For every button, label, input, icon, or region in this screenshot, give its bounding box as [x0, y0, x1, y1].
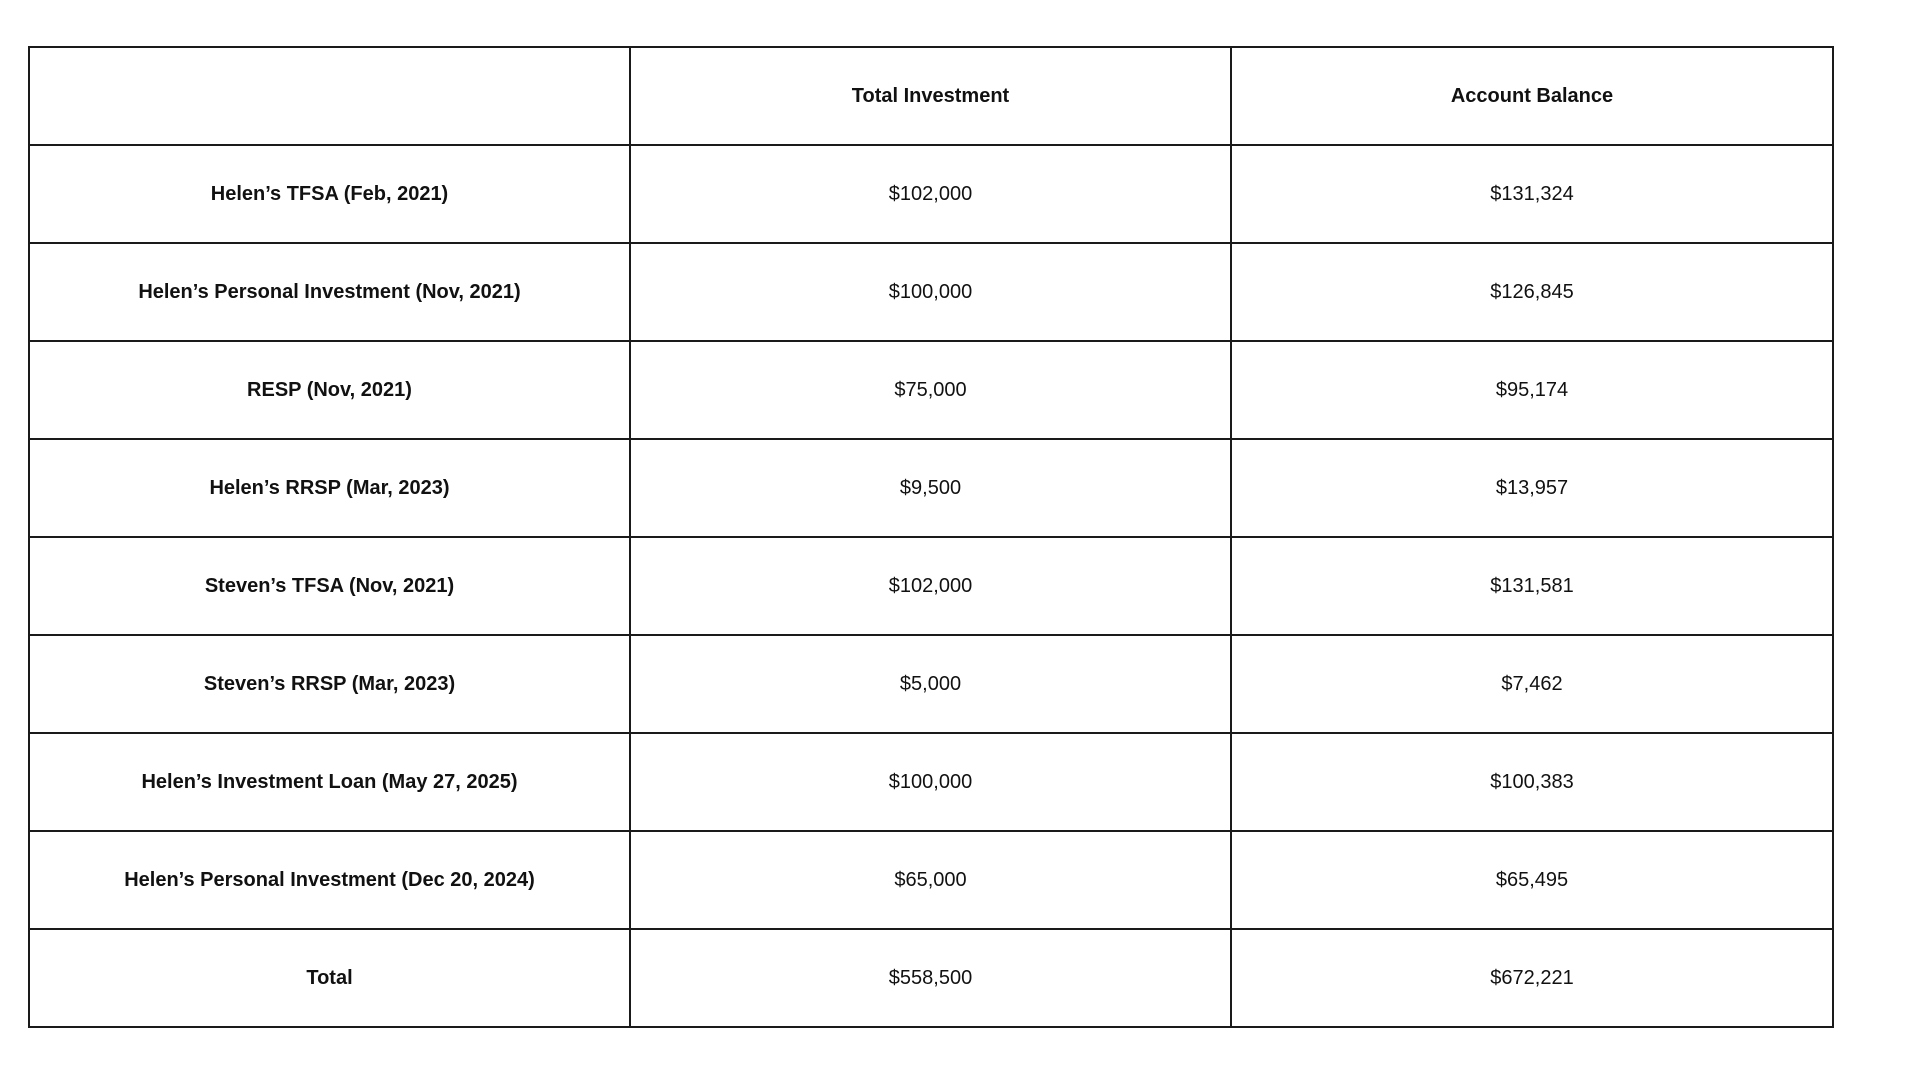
row-total-investment: $102,000: [630, 145, 1231, 243]
table-row: [29, 635, 1833, 733]
table-row: [29, 831, 1833, 929]
total-investment-sum: $558,500: [630, 929, 1231, 1027]
investment-table: [28, 46, 1834, 1028]
row-account-balance: $131,581: [1231, 537, 1833, 635]
row-account-balance: $7,462: [1231, 635, 1833, 733]
table-row: [29, 733, 1833, 831]
investment-table-container: [28, 46, 1832, 1028]
total-label: Total: [29, 929, 630, 1027]
header-account-balance: Account Balance: [1231, 47, 1833, 145]
row-total-investment: $65,000: [630, 831, 1231, 929]
table-row: [29, 341, 1833, 439]
row-account-balance: $13,957: [1231, 439, 1833, 537]
row-account-balance: $65,495: [1231, 831, 1833, 929]
table-row: [29, 145, 1833, 243]
row-account-balance: $131,324: [1231, 145, 1833, 243]
row-total-investment: $102,000: [630, 537, 1231, 635]
header-account: [29, 47, 630, 145]
row-total-investment: $9,500: [630, 439, 1231, 537]
row-total-investment: $100,000: [630, 243, 1231, 341]
row-label: Helen’s TFSA (Feb, 2021): [29, 145, 630, 243]
row-account-balance: $95,174: [1231, 341, 1833, 439]
table-row: [29, 243, 1833, 341]
row-label: Helen’s Personal Investment (Dec 20, 2024): [29, 831, 630, 929]
row-label: Helen’s Investment Loan (May 27, 2025): [29, 733, 630, 831]
row-total-investment: $100,000: [630, 733, 1231, 831]
table-row: [29, 439, 1833, 537]
header-total-investment: Total Investment: [630, 47, 1231, 145]
total-row: [29, 929, 1833, 1027]
total-account-balance-sum: $672,221: [1231, 929, 1833, 1027]
row-total-investment: $75,000: [630, 341, 1231, 439]
row-label: Helen’s Personal Investment (Nov, 2021): [29, 243, 630, 341]
table-header-row: [29, 47, 1833, 145]
row-account-balance: $100,383: [1231, 733, 1833, 831]
row-label: RESP (Nov, 2021): [29, 341, 630, 439]
row-label: Steven’s TFSA (Nov, 2021): [29, 537, 630, 635]
row-total-investment: $5,000: [630, 635, 1231, 733]
row-account-balance: $126,845: [1231, 243, 1833, 341]
row-label: Helen’s RRSP (Mar, 2023): [29, 439, 630, 537]
row-label: Steven’s RRSP (Mar, 2023): [29, 635, 630, 733]
table-row: [29, 537, 1833, 635]
